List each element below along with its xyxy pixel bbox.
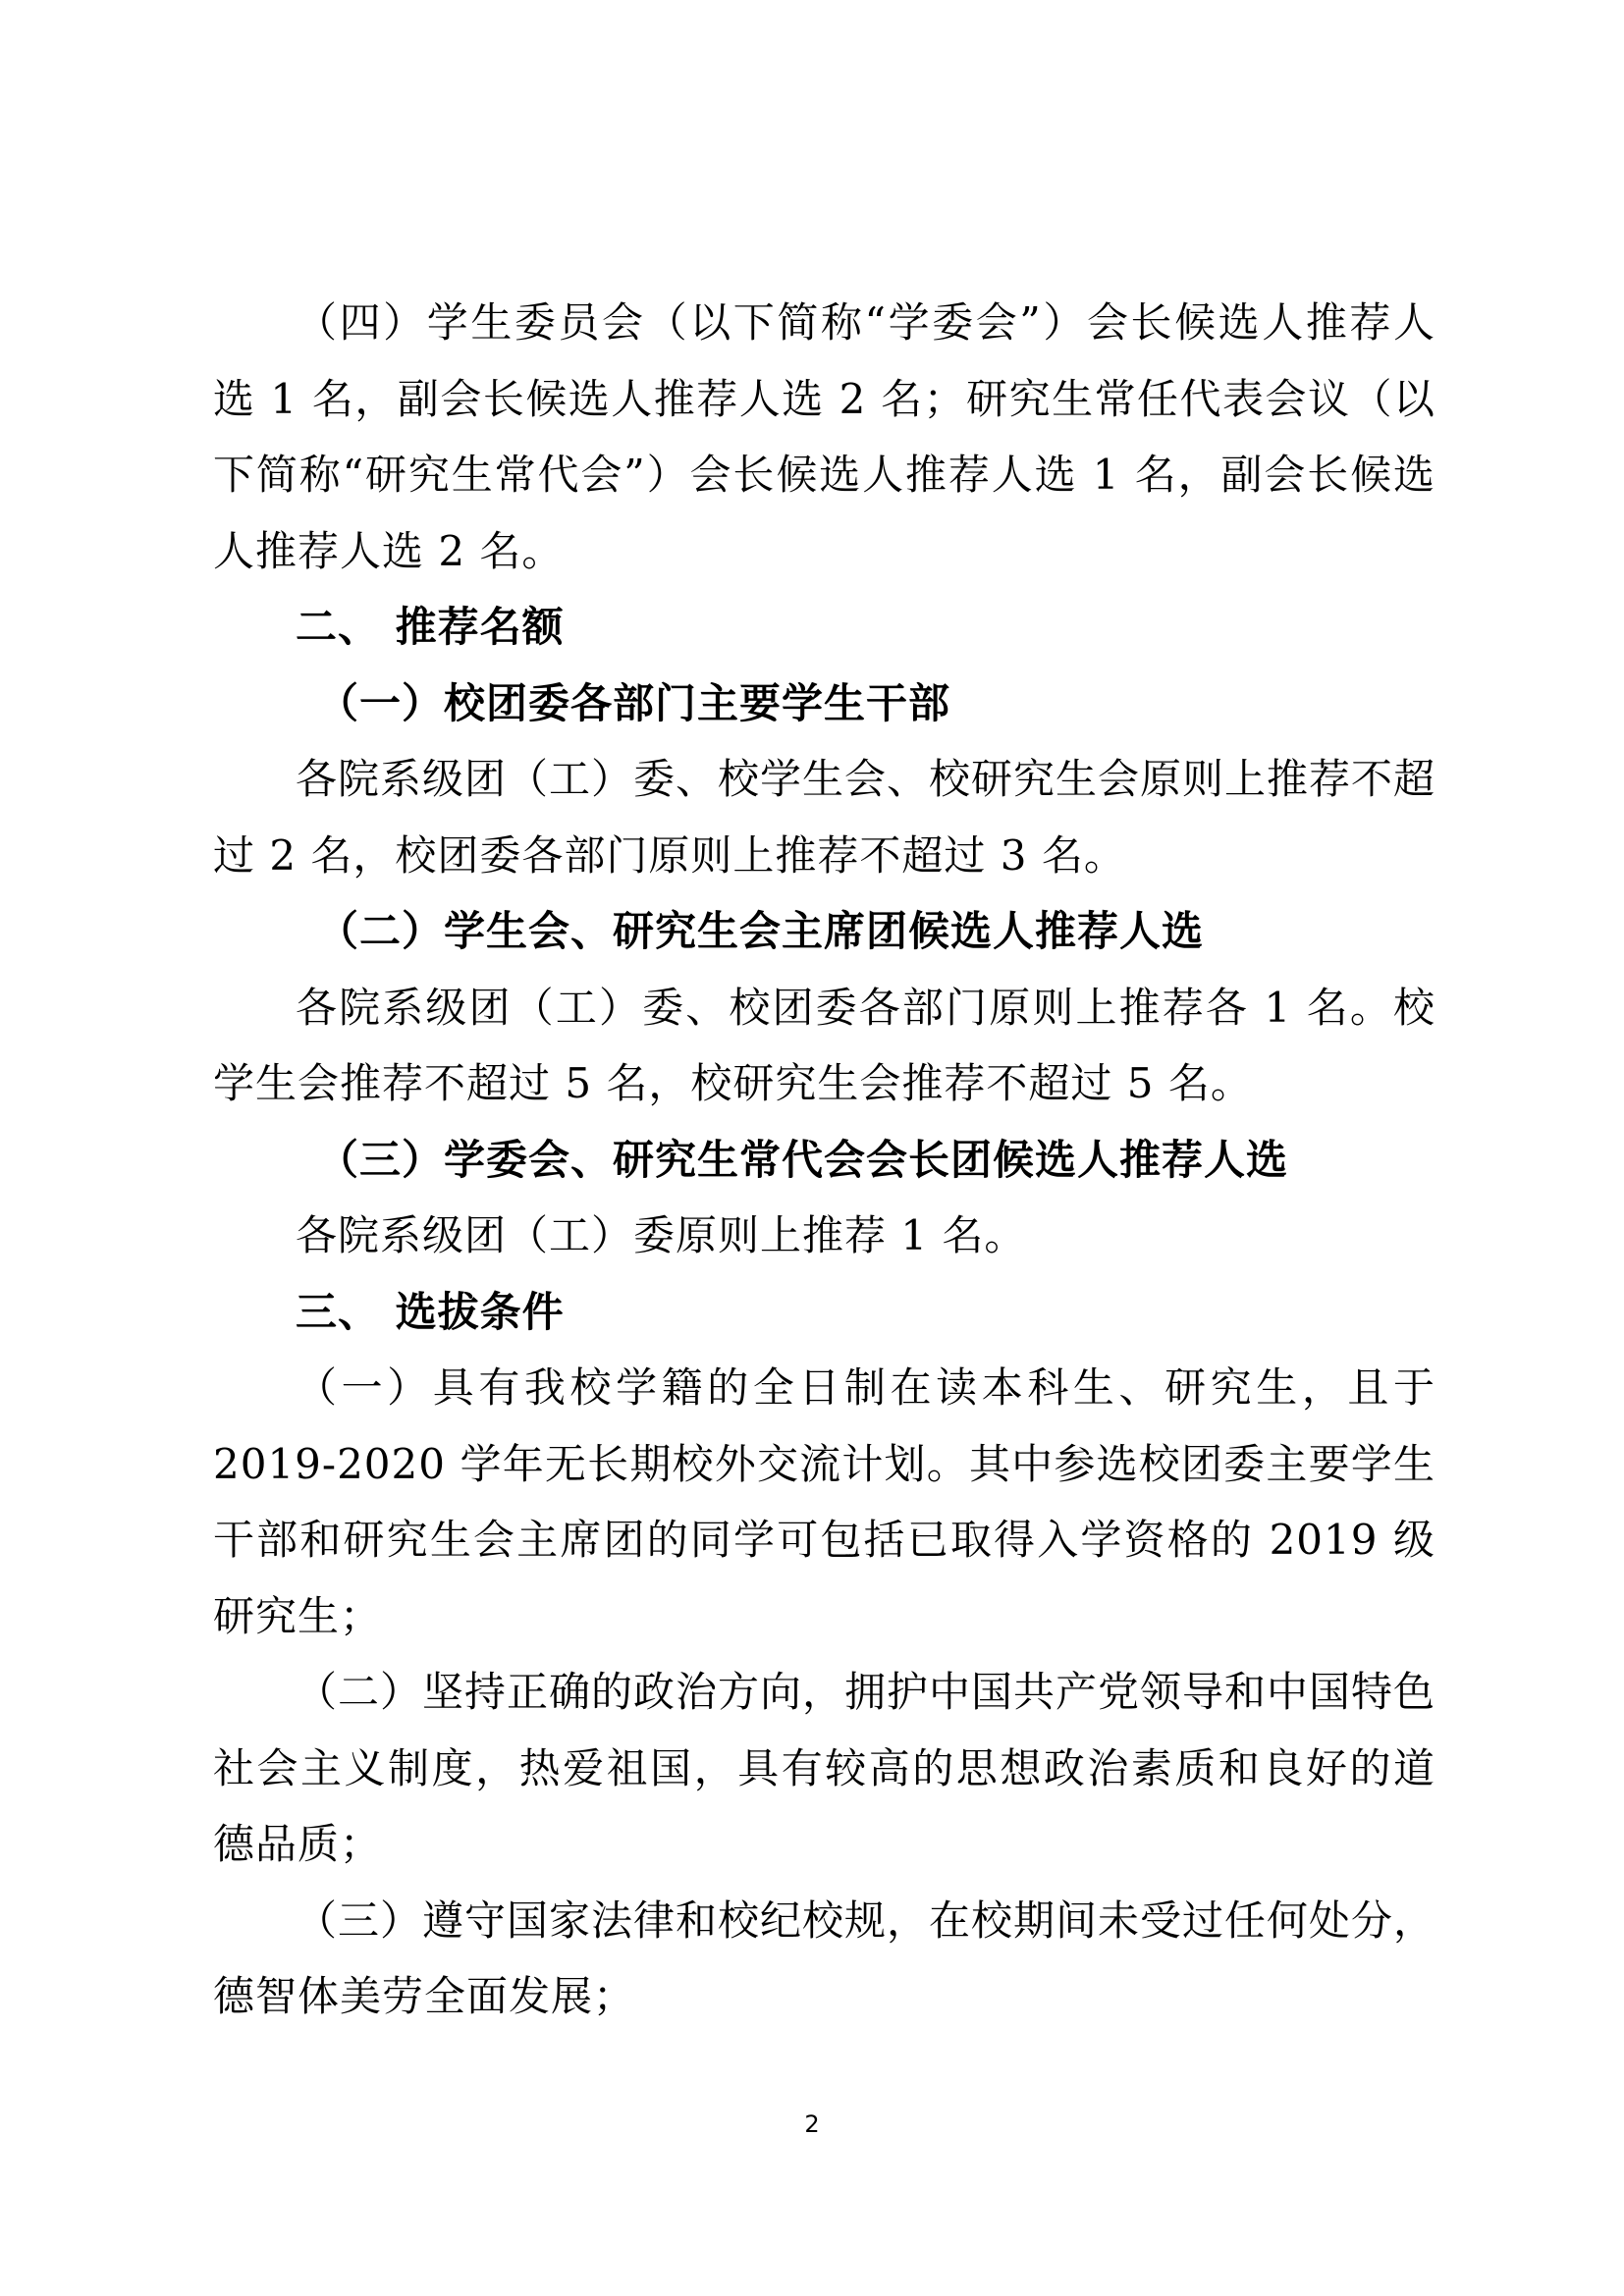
document-body	[213, 285, 1435, 2035]
paragraph-department-cadres: 各院系级团（工）委、校学生会、校研究生会原则上推荐不超过 2 名，校团委各部门原则上推荐不超过 3 名。	[213, 755, 1436, 880]
page-number: 2	[804, 2110, 820, 2138]
section-heading-quota: 二、 推荐名额	[296, 603, 565, 651]
paragraph-criteria-2: （二）坚持正确的政治方向，拥护中国共产党领导和中国特色社会主义制度，热爱祖国，具有较高的思想政治素质和良好的道德品质；	[213, 1668, 1436, 1868]
paragraph-student-committee: （四）学生委员会（以下简称“学委会”）会长候选人推荐人选 1 名，副会长候选人推荐人选 2 名；研究生常任代表会议（以下简称“研究生常代会”）会长候选人推荐人选 1 名，副会长候选人推荐人选 2 名。	[213, 298, 1435, 575]
subheading-presidium-candidates: （二）学生会、研究生会主席团候选人推荐人选	[317, 907, 1205, 955]
paragraph-presidium-candidates: 各院系级团（工）委、校团委各部门原则上推荐各 1 名。校学生会推荐不超过 5 名，校研究生会推荐不超过 5 名。	[213, 983, 1435, 1107]
subheading-department-cadres: （一）校团委各部门主要学生干部	[317, 678, 951, 727]
paragraph-criteria-1: （一）具有我校学籍的全日制在读本科生、研究生，且于 2019-2020 学年无长期校外交流计划。其中参选校团委主要学生干部和研究生会主席团的同学可包括已取得入学资格的 2019 级研究生；	[213, 1363, 1435, 1640]
subheading-committee-leaders: （三）学委会、研究生常代会会长团候选人推荐人选	[317, 1135, 1289, 1184]
paragraph-committee-leaders: 各院系级团（工）委原则上推荐 1 名。	[296, 1211, 1027, 1259]
section-heading-criteria: 三、 选拔条件	[296, 1287, 565, 1336]
paragraph-criteria-3: （三）遵守国家法律和校纪校规，在校期间未受过任何处分，德智体美劳全面发展；	[213, 1896, 1436, 2020]
